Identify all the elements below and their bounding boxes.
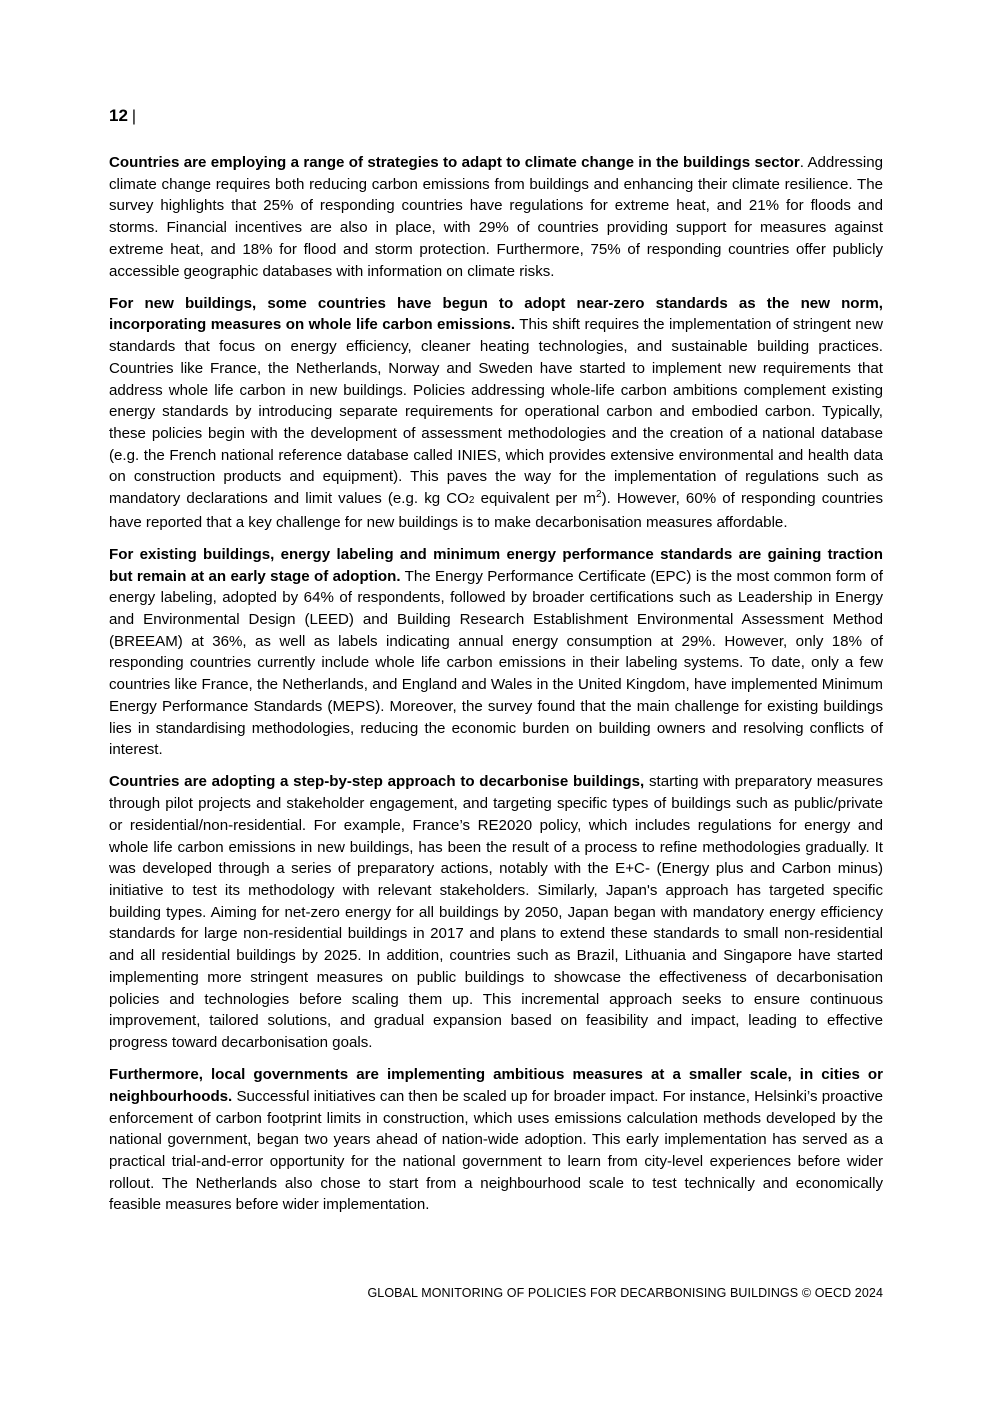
paragraph-step-by-step [109,771,883,1053]
page-number: 12 [109,106,128,125]
paragraph-body: Successful initiatives can then be scaled up for broader impact. For instance, Helsinki’s proactive enforcement of carbon footprint limits in construction, which uses emissions calculation methods developed by the national government, began two years ahead of nation-wide adoption. This early implementation has served as a practical trial-and-error opportunity for the national government to learn from city-level experiences before wider rollout. The Netherlands also chose to start from a neighbourhood scale to test technically and economically feasible measures before wider implementation. [109,1087,883,1214]
paragraph-body: starting with preparatory measures through pilot projects and stakeholder engagement, and targeting specific types of buildings such as public/private or residential/non-residential. For example, France’s RE2020 policy, which includes regulations for energy and whole life carbon emissions in new buildings, has been the result of a process to refine methodologies gradually. It was developed through a series of preparatory actions, notably with the E+C- (Energy plus and Carbon minus) initiative to test its methodology with relevant stakeholders. Similarly, Japan's approach has targeted specific building types. Aiming for net-zero energy for all buildings by 2050, Japan began with mandatory energy efficiency standards for large non-residential buildings in 2017 and plans to extend these standards to small non-residential and all residential buildings by 2025. In addition, countries such as Brazil, Lithuania and Singapore have started implementing more stringent measures on public buildings to showcase the effectiveness of decarbonisation policies and technologies before scaling them up. This incremental approach seeks to ensure continuous improvement, tailored solutions, and gradual expansion based on feasibility and impact, leading to effective progress toward decarbonisation goals. [109,773,883,1051]
paragraph-lead: For existing buildings, energy labeling and minimum energy performance standards are gaining traction but remain at an early stage of adoption. [109,545,883,585]
header-divider: | [131,108,137,125]
co2-subscript: 2 [468,495,475,507]
page-header [109,105,136,128]
paragraph-lead: Countries are employing a range of strategies to adapt to climate change in the buildings sector [109,154,800,171]
paragraph-lead: Countries are adopting a step-by-step approach to decarbonise buildings, [109,773,645,791]
paragraph-climate-adaptation [109,152,883,282]
paragraph-local-governments [109,1064,883,1216]
paragraph-lead: Furthermore, local governments are implementing ambitious measures at a smaller scale, in cities or neighbourhoods. [109,1066,883,1105]
paragraph-body: . Addressing climate change requires both reducing carbon emissions from buildings and enhancing their climate resilience. The survey highlights that 25% of responding countries have regulations for extreme heat, and 21% for floods and storms. Financial incentives are also in place, with 29% of countries providing support for measures against extreme heat, and 18% for flood and storm protection. Furthermore, 75% of responding countries offer publicly accessible geographic databases with information on climate risks. [109,154,883,280]
paragraph-body-cont: equivalent per m [474,490,597,508]
paragraph-lead: For new buildings, some countries have begun to adopt near-zero standards as the new norm, incorporating measures on whole life carbon emissions. [109,294,883,334]
paragraph-body-end: ). However, 60% of responding countries have reported that a key challenge for new buildings is to make decarbonisation measures affordable. [109,490,883,531]
paragraph-new-buildings [109,293,883,534]
paragraph-existing-buildings [109,544,883,761]
page-footer: GLOBAL MONITORING OF POLICIES FOR DECARBONISING BUILDINGS © OECD 2024 [367,1286,883,1300]
paragraph-body: The Energy Performance Certificate (EPC) is the most common form of energy labeling, adopted by 64% of respondents, followed by broader certifications such as Leadership in Energy and Environmental Design (LEED) and Building Research Establishment Environmental Assessment Method (BREEAM) at 36%, as well as labels indicating annual energy consumption at 29%. However, only 18% of responding countries currently include whole life carbon emissions in their labeling systems. To date, only a few countries like France, the Netherlands, and England and Wales in the United Kingdom, have implemented Minimum Energy Performance Standards (MEPS). Moreover, the survey found that the main challenge for existing buildings lies in standardising methodologies, reducing the economic burden on building owners and resolving conflicts of interest. [109,567,884,759]
paragraph-body: This shift requires the implementation of stringent new standards that focus on energy efficiency, cleaner heating technologies, and sustainable building practices. Countries like France, the Netherlands, Norway and Sweden have started to implement new requirements that address whole life carbon in new buildings. Policies addressing whole-life carbon ambitions complement existing energy standards by introducing separate requirements for operational carbon and embodied carbon. Typically, these policies begin with the development of assessment methodologies and the creation of a national database (e.g. the French national reference database called INIES, which provides extensive environmental and health data on construction products and equipment). This paves the way for the implementation of regulations such as mandatory declarations and limit values (e.g. kg CO [109,316,883,508]
main-content [109,152,883,1227]
m2-superscript: 2 [596,489,602,501]
